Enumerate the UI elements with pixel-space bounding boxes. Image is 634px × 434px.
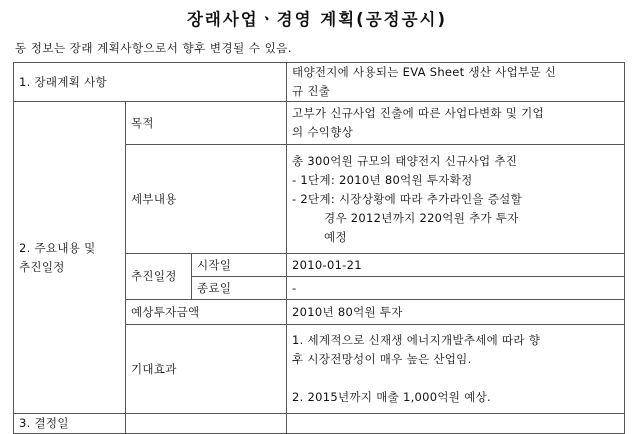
details-line: - 1단계: 2010년 80억원 투자확정 xyxy=(292,172,473,187)
cutoff-label-cell xyxy=(14,414,126,434)
cutoff-value-cell xyxy=(287,414,625,434)
schedule-label: 추진일정 xyxy=(126,254,192,300)
investment-label: 예상투자금액 xyxy=(126,300,287,325)
purpose-value-line: 의 수익향상 xyxy=(292,125,354,139)
end-date-label: 종료일 xyxy=(192,277,287,300)
details-line: - 2단계: 시장상황에 따라 추가라인을 증설할 xyxy=(292,191,523,206)
main-content-label xyxy=(14,102,126,414)
end-date-value: - xyxy=(287,277,625,300)
effect-line: 후 시장전망성이 매우 높은 산업임. xyxy=(292,352,472,366)
main-content-label-line: 추진일정 xyxy=(19,259,65,274)
document-title: 장래사업ㆍ경영 계획(공정공시) xyxy=(186,10,448,29)
purpose-value xyxy=(287,102,625,145)
plan-label: 1. 장래계획 사항 xyxy=(14,63,287,102)
investment-value: 2010년 80억원 투자 xyxy=(287,300,625,325)
plan-value-line: 태양전지에 사용되는 EVA Sheet 생산 사업부문 신 xyxy=(292,65,557,79)
cutoff-middle-cell xyxy=(126,414,287,434)
row-purpose xyxy=(14,102,625,145)
plan-value-line: 규 진출 xyxy=(292,84,331,98)
start-date-value: 2010-01-21 xyxy=(287,254,625,277)
disclaimer-note: 동 정보는 장래 계획사항으로서 향후 변경될 수 있음. xyxy=(15,41,293,55)
cutoff-label: 3. 결정일 xyxy=(19,416,69,430)
details-line: 예정 xyxy=(324,229,347,244)
row-cutoff xyxy=(14,414,625,434)
details-value xyxy=(287,145,625,254)
effect-label: 기대효과 xyxy=(126,325,287,414)
row-plan xyxy=(14,63,625,102)
purpose-label: 목적 xyxy=(126,102,287,145)
details-label: 세부내용 xyxy=(126,145,287,254)
effect-line: 2. 2015년까지 매출 1,000억원 예상. xyxy=(292,390,491,404)
effect-line: 1. 세계적으로 신재생 에너지개발추세에 따라 향 xyxy=(292,333,541,347)
effect-value xyxy=(287,325,625,414)
disclosure-table xyxy=(13,62,625,434)
details-line: 총 300억원 규모의 태양전지 신규사업 추진 xyxy=(292,153,518,168)
effect-spacer xyxy=(292,369,619,388)
main-content-label-line: 2. 주요내용 및 xyxy=(19,240,96,255)
details-line: 경우 2012년까지 220억원 추가 투자 xyxy=(324,210,519,225)
plan-value xyxy=(287,63,625,102)
purpose-value-line: 고부가 신규사업 진출에 따른 사업다변화 및 기업 xyxy=(292,106,544,120)
start-date-label: 시작일 xyxy=(192,254,287,277)
